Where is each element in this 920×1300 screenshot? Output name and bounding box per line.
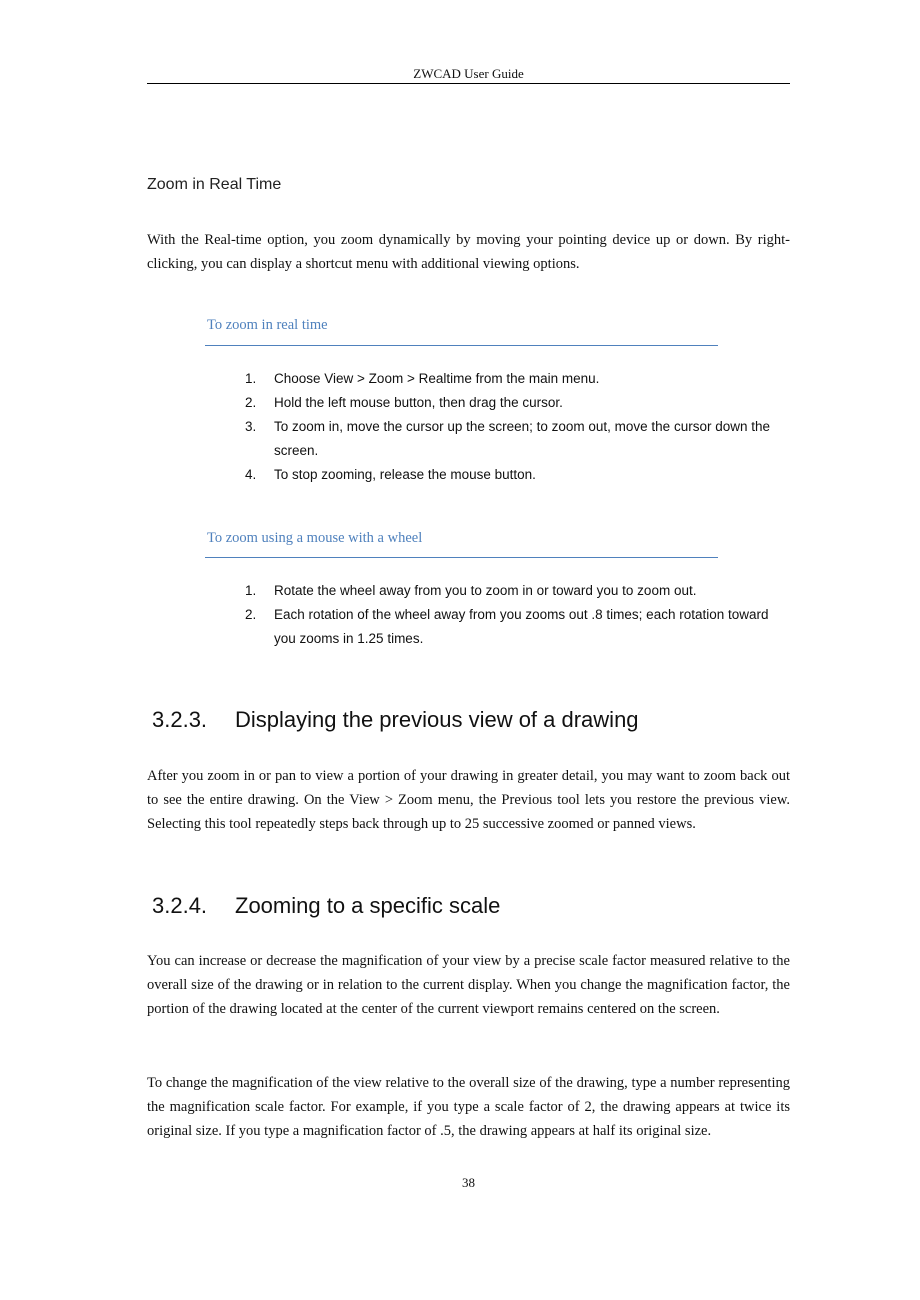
step-number: 3. [245, 419, 257, 434]
realtime-intro-paragraph: With the Real-time option, you zoom dynamically by moving your pointing device up or down. By right-clicking, you can display a shortcut menu with additional viewing options. [147, 232, 790, 272]
section-323-paragraph: After you zoom in or pan to view a portion of your drawing in greater detail, you may want to zoom back out to see the entire drawing. On the View > Zoom menu, the Previous tool lets you restore the previous view. Selecting this tool repeatedly steps back through up to 25 successive zoomed or panned views. [147, 768, 790, 832]
step-text: Each rotation of the wheel away from you zooms out .8 times; each rotation toward you zooms in 1.25 times. [274, 607, 769, 646]
section-heading-324 [152, 893, 500, 919]
section-number: 3.2.3. [152, 707, 208, 732]
step-number: 4. [245, 467, 257, 482]
step-number: 2. [245, 395, 257, 410]
step-text: Rotate the wheel away from you to zoom in or toward you to zoom out. [274, 583, 697, 598]
page-number: 38 [462, 1175, 475, 1190]
list-item [245, 603, 790, 651]
step-text: Hold the left mouse button, then drag the cursor. [274, 395, 563, 410]
header-divider [147, 83, 790, 84]
section-324-paragraph-1: You can increase or decrease the magnification of your view by a precise scale factor measured relative to the overall size of the drawing or in relation to the current display. When you change the magnification factor, the portion of the drawing located at the center of the current viewport remains centered on the screen. [147, 953, 790, 1017]
section-heading-323 [152, 707, 639, 733]
procedure-divider [205, 345, 718, 346]
procedure-title-realtime: To zoom in real time [207, 317, 328, 333]
step-text: To stop zooming, release the mouse button. [274, 467, 536, 482]
section-324-paragraph-2: To change the magnification of the view relative to the overall size of the drawing, type a number representing the magnification scale factor. For example, if you type a scale factor of 2, the drawing appears at twice its original size. If you type a magnification factor of .5, the drawing appears at half its original size. [147, 1075, 790, 1139]
step-number: 2. [245, 607, 257, 622]
section-number: 3.2.4. [152, 893, 208, 918]
step-number: 1. [245, 583, 257, 598]
procedure-divider [205, 557, 718, 558]
list-item [245, 579, 790, 603]
procedure-steps-wheel [245, 579, 790, 651]
section-title: Displaying the previous view of a drawing [235, 707, 639, 732]
step-number: 1. [245, 371, 257, 386]
procedure-steps-realtime [245, 367, 790, 487]
page-header-title: ZWCAD User Guide [413, 66, 524, 81]
step-text: Choose View > Zoom > Realtime from the main menu. [274, 371, 600, 386]
list-item [245, 415, 790, 463]
list-item [245, 463, 790, 487]
section-heading-realtime: Zoom in Real Time [147, 176, 282, 193]
list-item [245, 367, 790, 391]
list-item [245, 391, 790, 415]
procedure-title-wheel: To zoom using a mouse with a wheel [207, 530, 423, 546]
section-title: Zooming to a specific scale [235, 893, 501, 918]
step-text: To zoom in, move the cursor up the screen; to zoom out, move the cursor down the screen. [274, 419, 770, 458]
